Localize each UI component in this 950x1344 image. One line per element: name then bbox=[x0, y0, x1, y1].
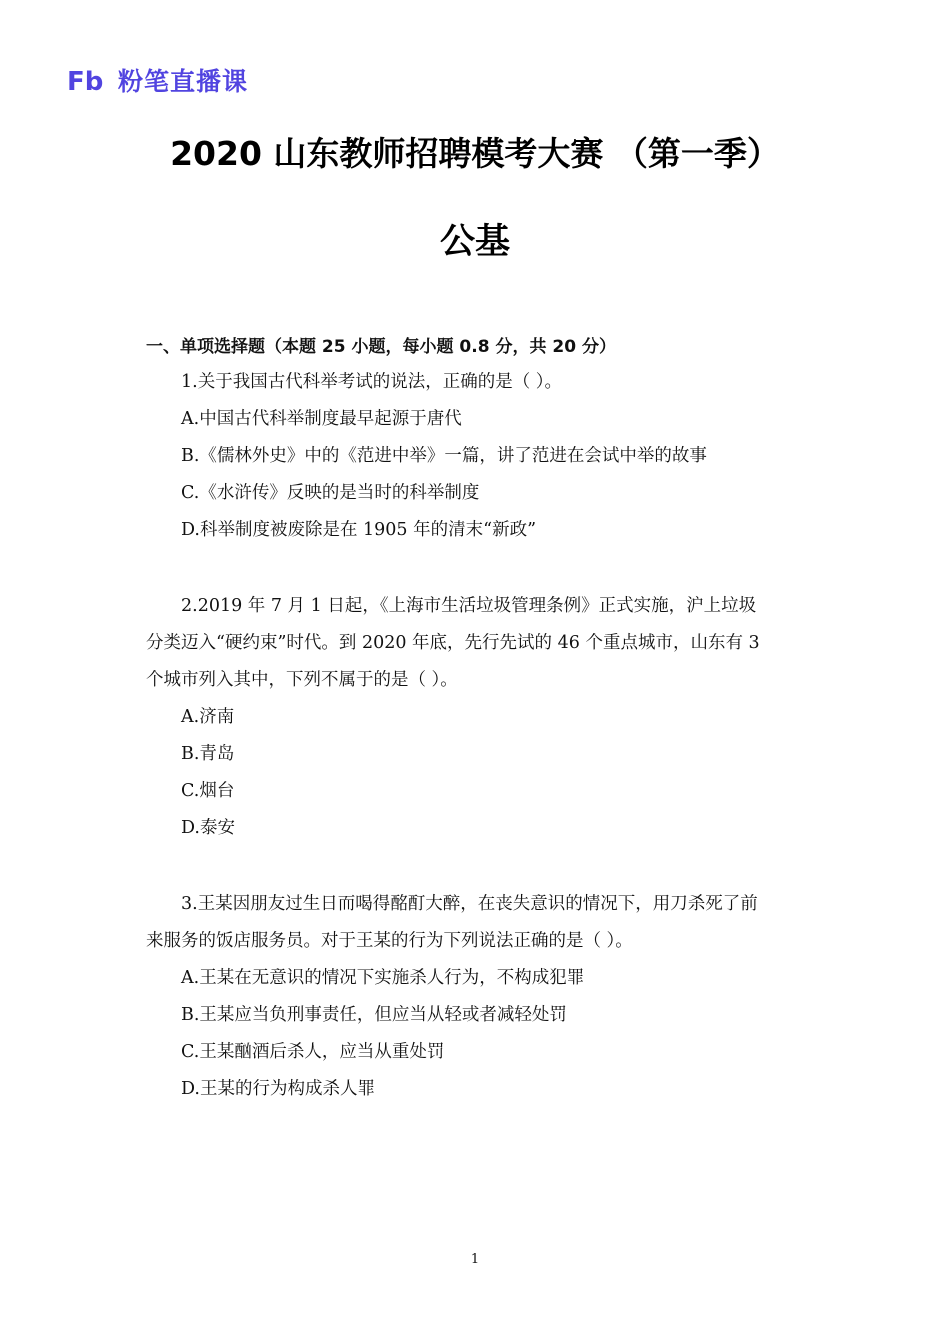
question-3-option-c: C.王某酗酒后杀人，应当从重处罚 bbox=[181, 1042, 445, 1062]
question-2-stem-line-3: 个城市列入其中，下列不属于的是（ ）。 bbox=[146, 670, 458, 690]
question-3-option-a: A.王某在无意识的情况下实施杀人行为，不构成犯罪 bbox=[181, 968, 585, 988]
question-1-option-d: D.科举制度被废除是在 1905 年的清末“新政” bbox=[181, 520, 537, 540]
question-2-stem-line-1: 2.2019 年 7 月 1 日起，《上海市生活垃圾管理条例》正式实施，沪上垃圾 bbox=[181, 596, 757, 616]
question-1-option-c: C.《水浒传》反映的是当时的科举制度 bbox=[181, 483, 480, 503]
brand-logo bbox=[66, 62, 248, 98]
question-3-stem-line-1: 3.王某因朋友过生日而喝得酩酊大醉，在丧失意识的情况下，用刀杀死了前 bbox=[181, 894, 758, 914]
question-1-stem: 1.关于我国古代科举考试的说法，正确的是（ ）。 bbox=[181, 372, 563, 392]
question-2-option-d: D.泰安 bbox=[181, 818, 235, 838]
question-3-stem-line-2: 来服务的饭店服务员。对于王某的行为下列说法正确的是（ ）。 bbox=[146, 931, 633, 951]
question-2-option-b: B.青岛 bbox=[181, 744, 235, 764]
question-3-option-d: D.王某的行为构成杀人罪 bbox=[181, 1079, 375, 1099]
page-number: 1 bbox=[470, 1252, 480, 1267]
fb-logo-icon bbox=[66, 65, 110, 95]
document-subtitle: 公基 bbox=[439, 222, 510, 262]
question-2-option-a: A.济南 bbox=[181, 707, 235, 727]
question-3-option-b: B.王某应当负刑事责任，但应当从轻或者减轻处罚 bbox=[181, 1005, 567, 1025]
document-title: 2020 山东教师招聘模考大赛 （第一季） bbox=[170, 134, 780, 173]
question-2-stem-line-2: 分类迈入“硬约束”时代。到 2020 年底，先行先试的 46 个重点城市，山东有 3 bbox=[146, 633, 760, 653]
section-heading: 一、单项选择题（本题 25 小题，每小题 0.8 分，共 20 分） bbox=[146, 337, 616, 357]
question-1-option-b: B.《儒林外史》中的《范进中举》一篇，讲了范进在会试中举的故事 bbox=[181, 446, 707, 466]
question-2-option-c: C.烟台 bbox=[181, 781, 235, 801]
logo-text: 粉笔直播课 bbox=[118, 67, 249, 96]
question-1-option-a: A.中国古代科举制度最早起源于唐代 bbox=[181, 409, 462, 429]
svg-text:Fb: Fb bbox=[67, 67, 104, 95]
